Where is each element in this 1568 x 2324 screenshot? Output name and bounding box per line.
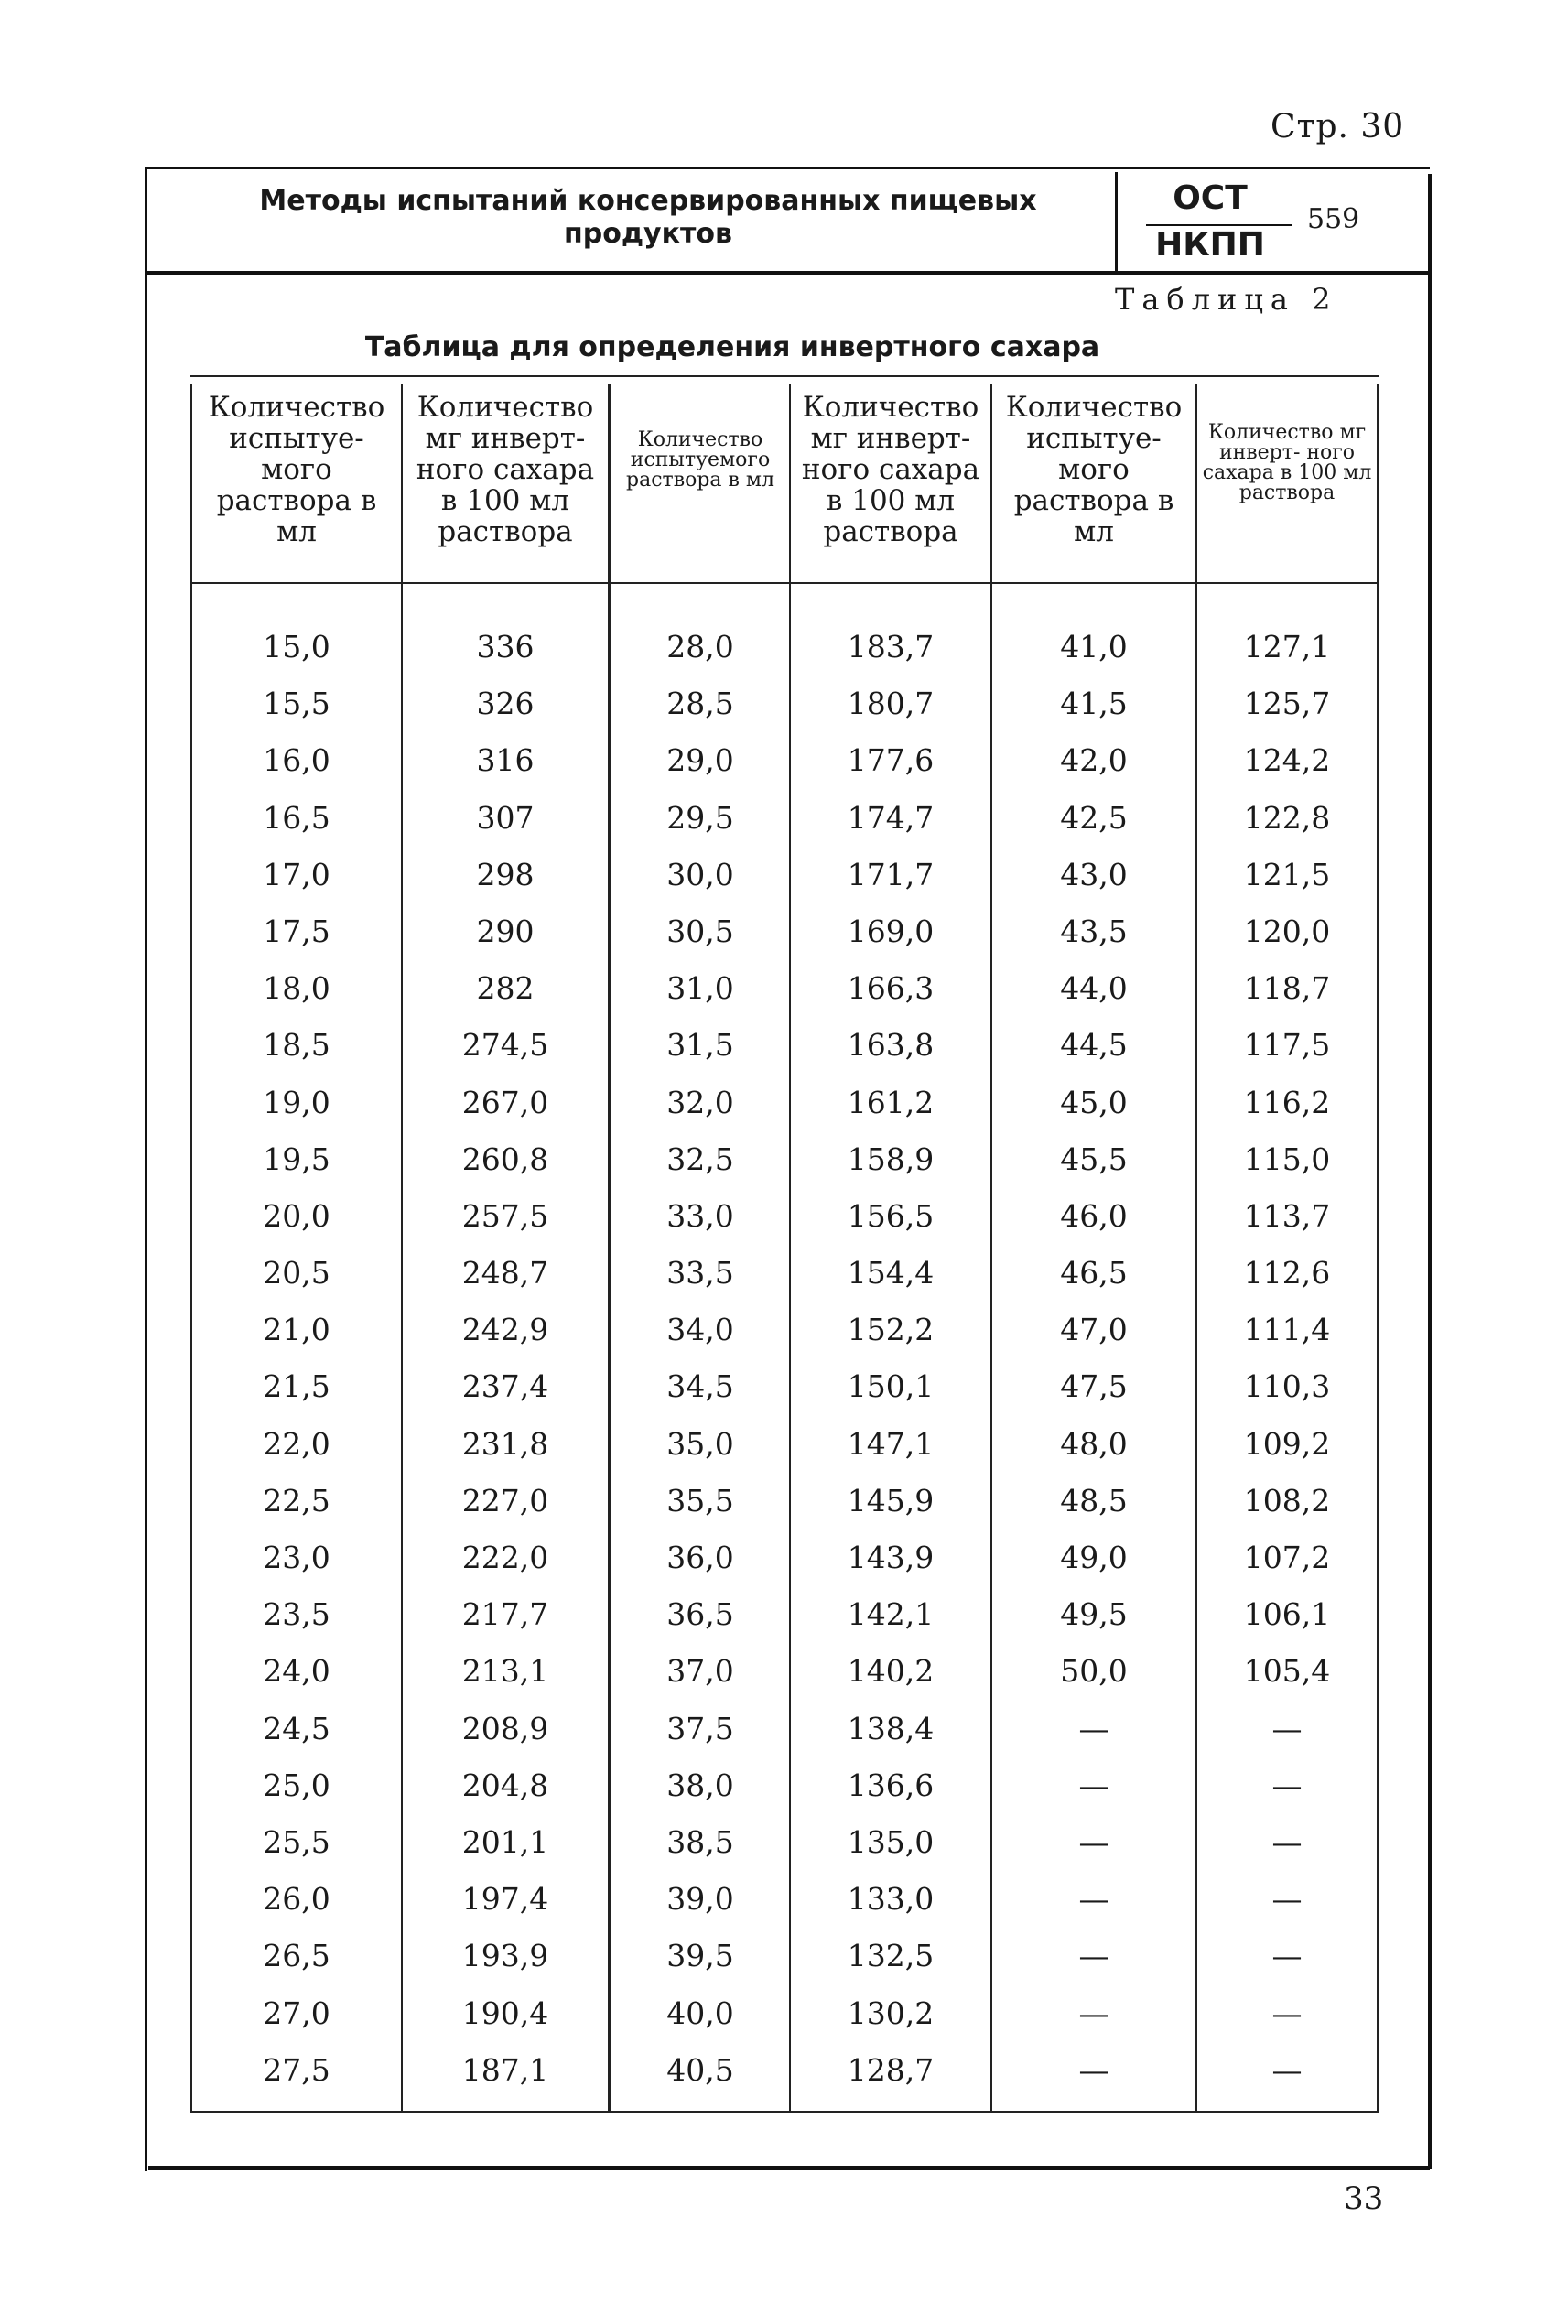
- table-vline: [1195, 384, 1197, 2111]
- table-vline: [990, 384, 992, 2111]
- table-vline: [190, 384, 192, 2111]
- table-cell: 242,9: [461, 1312, 549, 1348]
- column-header: Количество мг инверт- ного сахара в 100 мл раствора: [801, 391, 980, 548]
- table-cell: 109,2: [1243, 1425, 1331, 1462]
- table-cell: 32,5: [666, 1140, 734, 1177]
- nkpp-label: НКПП: [1155, 226, 1265, 264]
- column-1: [196, 619, 397, 2099]
- table-cell: 31,5: [666, 1027, 734, 1064]
- table-cell: 21,5: [263, 1368, 330, 1405]
- table-cell: 169,0: [847, 913, 935, 949]
- table-cell: 316: [476, 742, 535, 779]
- table-cell: 48,0: [1060, 1425, 1128, 1462]
- table-cell: 22,5: [263, 1482, 330, 1519]
- table-cell: 41,0: [1060, 629, 1128, 665]
- table-cell: 248,7: [461, 1255, 549, 1292]
- header-divider: [1115, 172, 1118, 271]
- table-cell: 40,0: [666, 1994, 734, 2031]
- table-cell: —: [1078, 1767, 1109, 1803]
- frame-right-rule: [1428, 174, 1432, 2169]
- column-2: [405, 619, 606, 2099]
- table-cell: 152,2: [847, 1312, 935, 1348]
- table-cell: 37,0: [666, 1653, 734, 1690]
- frame-bottom-rule: [148, 2166, 1430, 2170]
- table-title: Таблица для определения инвертного сахара: [364, 331, 1100, 363]
- table-cell: 158,9: [847, 1140, 935, 1177]
- table-cell: —: [1271, 1938, 1303, 1974]
- table-cell: 163,8: [847, 1027, 935, 1064]
- table-cell: 145,9: [847, 1482, 935, 1519]
- table-cell: —: [1078, 1994, 1109, 2031]
- table-cell: 171,7: [847, 856, 935, 892]
- table-cell: 24,0: [263, 1653, 330, 1690]
- table-cell: 29,5: [666, 799, 734, 836]
- table-cell: 44,5: [1060, 1027, 1128, 1064]
- table-cell: 28,0: [666, 629, 734, 665]
- table-cell: 18,5: [263, 1027, 330, 1064]
- table-cell: 41,5: [1060, 686, 1128, 722]
- table-cell: 22,0: [263, 1425, 330, 1462]
- column-header: Количество испытуе- мого раствора в мл: [208, 391, 385, 548]
- table-cell: 154,4: [847, 1255, 935, 1292]
- table-cell: —: [1271, 2051, 1303, 2088]
- document-title: Методы испытаний консервированных пищевых продуктов: [259, 185, 1037, 250]
- table-cell: 21,0: [263, 1312, 330, 1348]
- table-cell: 143,9: [847, 1540, 935, 1575]
- table-cell: 118,7: [1243, 970, 1331, 1007]
- table-cell: —: [1078, 1938, 1109, 1974]
- table-cell: 110,3: [1243, 1368, 1331, 1405]
- table-cell: 19,5: [263, 1140, 330, 1177]
- table-cell: 44,0: [1060, 970, 1128, 1007]
- table-cell: 20,0: [263, 1197, 330, 1234]
- table-cell: 113,7: [1243, 1197, 1331, 1234]
- table-cell: 27,5: [263, 2051, 330, 2088]
- table-cell: 106,1: [1243, 1596, 1331, 1633]
- frame-left-rule: [145, 167, 147, 2171]
- table-cell: 111,4: [1243, 1312, 1331, 1348]
- table-cell: 25,0: [263, 1767, 330, 1803]
- table-cell: —: [1078, 2051, 1109, 2088]
- table-cell: 38,5: [666, 1823, 734, 1860]
- table-cell: —: [1271, 1994, 1303, 2031]
- table-cell: 147,1: [847, 1425, 935, 1462]
- table-cell: 282: [476, 970, 535, 1007]
- table-vline: [1377, 384, 1379, 2111]
- table-cell: 16,0: [263, 742, 330, 779]
- table-cell: 47,0: [1060, 1312, 1128, 1348]
- table-cell: 34,0: [666, 1312, 734, 1348]
- table-cell: 177,6: [847, 742, 935, 779]
- table-cell: 326: [476, 686, 535, 722]
- table-cell: 36,0: [666, 1540, 734, 1575]
- table-cell: 25,5: [263, 1823, 330, 1860]
- table-vline: [401, 384, 403, 2111]
- table-cell: 197,4: [461, 1881, 549, 1918]
- table-cell: 128,7: [847, 2051, 935, 2088]
- table-vline: [608, 384, 611, 2111]
- table-cell: 112,6: [1243, 1255, 1331, 1292]
- table-cell: 47,5: [1060, 1368, 1128, 1405]
- table-cell: 33,5: [666, 1255, 734, 1292]
- column-4: [793, 619, 989, 2099]
- table-cell: 38,0: [666, 1767, 734, 1803]
- table-cell: 124,2: [1243, 742, 1331, 779]
- table-cell: 27,0: [263, 1994, 330, 2031]
- table-cell: 213,1: [461, 1653, 549, 1690]
- table-cell: 187,1: [461, 2051, 549, 2088]
- table-cell: 17,0: [263, 856, 330, 892]
- table-cell: 46,0: [1060, 1197, 1128, 1234]
- table-cell: 45,5: [1060, 1140, 1128, 1177]
- table-cell: 26,5: [263, 1938, 330, 1974]
- table-cell: —: [1271, 1767, 1303, 1803]
- page-number: Стр. 30: [1271, 108, 1405, 146]
- table-cell: 125,7: [1243, 686, 1331, 722]
- ost-label: ОСТ: [1173, 179, 1248, 217]
- table-cell: 135,0: [847, 1823, 935, 1860]
- table-cell: 39,5: [666, 1938, 734, 1974]
- table-cell: 116,2: [1243, 1084, 1331, 1120]
- ost-number: 559: [1307, 203, 1360, 235]
- table-cell: 115,0: [1243, 1140, 1331, 1177]
- table-cell: 30,5: [666, 913, 734, 949]
- table-cell: —: [1271, 1881, 1303, 1918]
- table-cell: 35,0: [666, 1425, 734, 1462]
- table-cell: 49,5: [1060, 1596, 1128, 1633]
- table-cell: 140,2: [847, 1653, 935, 1690]
- table-cell: —: [1078, 1881, 1109, 1918]
- table-cell: 23,5: [263, 1596, 330, 1633]
- table-cell: 307: [476, 799, 535, 836]
- table-number: Таблица 2: [1115, 282, 1338, 317]
- table-cell: 130,2: [847, 1994, 935, 2031]
- table-cell: 260,8: [461, 1140, 549, 1177]
- table-cell: 42,5: [1060, 799, 1128, 836]
- table-cell: —: [1078, 1823, 1109, 1860]
- table-cell: 336: [476, 629, 535, 665]
- table-cell: 48,5: [1060, 1482, 1128, 1519]
- table-cell: 183,7: [847, 629, 935, 665]
- table-cell: 34,5: [666, 1368, 734, 1405]
- table-vline: [789, 384, 791, 2111]
- table-cell: 127,1: [1243, 629, 1331, 665]
- table-cell: —: [1271, 1710, 1303, 1746]
- table-cell: 17,5: [263, 913, 330, 949]
- table-cell: 231,8: [461, 1425, 549, 1462]
- table-cell: 133,0: [847, 1881, 935, 1918]
- table-cell: 108,2: [1243, 1482, 1331, 1519]
- table-cell: 180,7: [847, 686, 935, 722]
- column-header: Количество испытуемого раствора в мл: [626, 428, 774, 492]
- table-cell: 33,0: [666, 1197, 734, 1234]
- table-cell: 28,5: [666, 686, 734, 722]
- table-cell: 43,0: [1060, 856, 1128, 892]
- table-cell: 156,5: [847, 1197, 935, 1234]
- table-cell: 43,5: [1060, 913, 1128, 949]
- table-cell: 26,0: [263, 1881, 330, 1918]
- table-cell: 208,9: [461, 1710, 549, 1746]
- table-cell: 174,7: [847, 799, 935, 836]
- table-cell: 138,4: [847, 1710, 935, 1746]
- table-cell: 45,0: [1060, 1084, 1128, 1120]
- table-cell: 217,7: [461, 1596, 549, 1633]
- table-cell: 16,5: [263, 799, 330, 836]
- table-cell: 105,4: [1243, 1653, 1331, 1690]
- header-bottom-rule: [145, 271, 1430, 275]
- table-cell: 298: [476, 856, 535, 892]
- table-cell: 39,0: [666, 1881, 734, 1918]
- table-top-rule: [190, 375, 1379, 377]
- table-cell: 237,4: [461, 1368, 549, 1405]
- table-cell: 37,5: [666, 1710, 734, 1746]
- table-cell: 117,5: [1243, 1027, 1331, 1064]
- table-cell: 121,5: [1243, 856, 1331, 892]
- table-cell: 32,0: [666, 1084, 734, 1120]
- table-cell: 29,0: [666, 742, 734, 779]
- table-cell: 36,5: [666, 1596, 734, 1633]
- column-3: [613, 619, 787, 2099]
- table-cell: 227,0: [461, 1482, 549, 1519]
- table-cell: 42,0: [1060, 742, 1128, 779]
- table-cell: 201,1: [461, 1823, 549, 1860]
- table-cell: 120,0: [1243, 913, 1331, 949]
- table-cell: 20,5: [263, 1255, 330, 1292]
- table-cell: 161,2: [847, 1084, 935, 1120]
- column-6: [1199, 619, 1375, 2099]
- table-cell: 132,5: [847, 1938, 935, 1974]
- table-cell: 15,5: [263, 686, 330, 722]
- table-cell: 274,5: [461, 1027, 549, 1064]
- table-cell: 15,0: [263, 629, 330, 665]
- table-bottom-rule: [190, 2111, 1379, 2113]
- table-cell: 193,9: [461, 1938, 549, 1974]
- table-cell: 166,3: [847, 970, 935, 1007]
- table-cell: 24,5: [263, 1710, 330, 1746]
- table-cell: 31,0: [666, 970, 734, 1007]
- column-header: Количество мг инверт- ного сахара в 100 мл раствора: [1202, 421, 1372, 504]
- table-cell: 107,2: [1243, 1540, 1331, 1575]
- column-header: Количество мг инверт- ного сахара в 100 мл раствора: [416, 391, 595, 548]
- table-cell: 267,0: [461, 1084, 549, 1120]
- table-header-rule: [190, 582, 1379, 584]
- table-cell: 46,5: [1060, 1255, 1128, 1292]
- table-cell: 35,5: [666, 1482, 734, 1519]
- table-cell: 136,6: [847, 1767, 935, 1803]
- table-cell: 122,8: [1243, 799, 1331, 836]
- table-cell: 222,0: [461, 1540, 549, 1575]
- table-cell: 18,0: [263, 970, 330, 1007]
- table-cell: 204,8: [461, 1767, 549, 1803]
- table-cell: —: [1078, 1710, 1109, 1746]
- table-cell: 150,1: [847, 1368, 935, 1405]
- table-cell: 40,5: [666, 2051, 734, 2088]
- table-cell: 19,0: [263, 1084, 330, 1120]
- column-header: Количество испытуе- мого раствора в мл: [1005, 391, 1183, 548]
- table-cell: 142,1: [847, 1596, 935, 1633]
- table-cell: 257,5: [461, 1197, 549, 1234]
- table-cell: 290: [476, 913, 535, 949]
- table-cell: 50,0: [1060, 1653, 1128, 1690]
- table-cell: 23,0: [263, 1540, 330, 1575]
- table-cell: 30,0: [666, 856, 734, 892]
- footer-page-number: 33: [1344, 2180, 1384, 2217]
- table-cell: —: [1271, 1823, 1303, 1860]
- frame-top-rule: [145, 167, 1430, 169]
- column-5: [994, 619, 1194, 2099]
- table-cell: 190,4: [461, 1994, 549, 2031]
- table-cell: 49,0: [1060, 1540, 1128, 1575]
